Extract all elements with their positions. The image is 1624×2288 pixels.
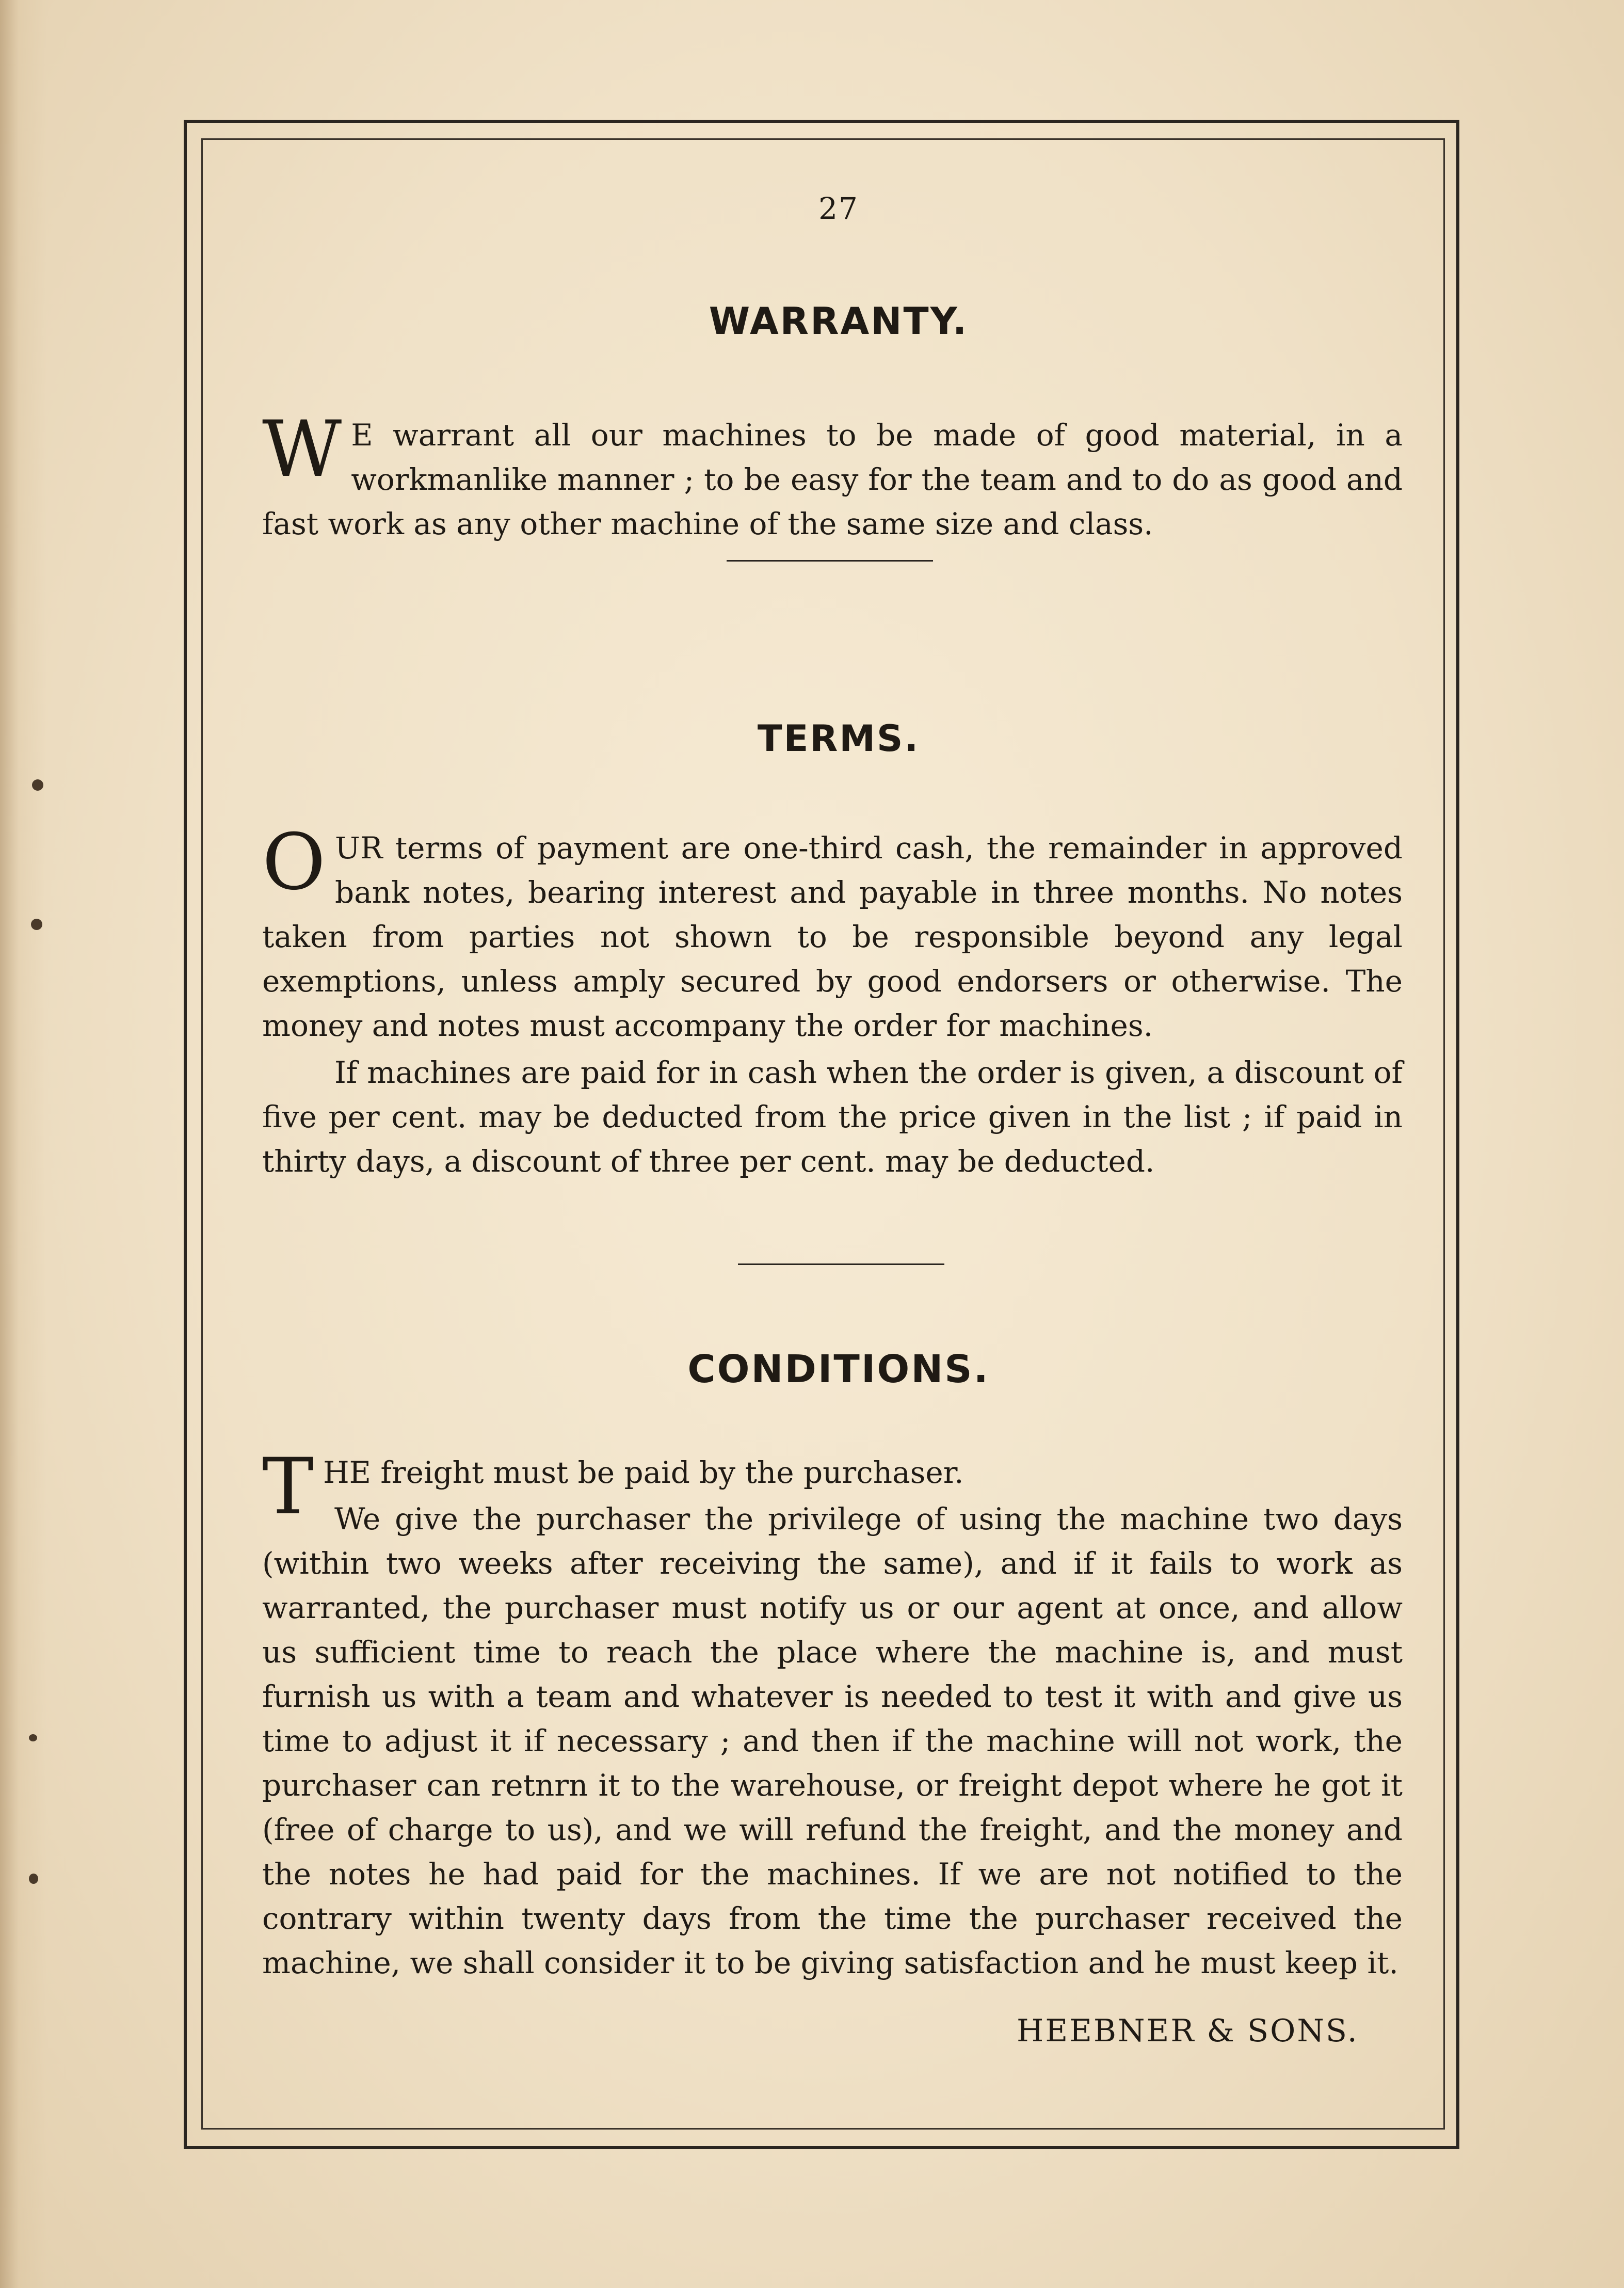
section-divider bbox=[738, 1263, 944, 1265]
terms-text: terms of payment are one-third cash, the remainder in approved bank notes, bearing interest and payable in three months. No notes taken from parties not shown to be responsible beyond any legal exemptions, unless amply secured by good endorsers or otherwise. The money and notes must accompany the order for machines. bbox=[262, 830, 1403, 1043]
conditions-paragraph-2: We give the purchaser the privilege of using the machine two days (within two weeks after receiving the same), and if it fails to work as warranted, the purchaser must notify us or our agent at once, and allow us sufficient time to reach the place where the machine is, and must furnish us with a team and whatever is needed to test it with and give us time to adjust it if necessary ; and then if the machine will not work, the purchaser can retnrn it to the warehouse, or freight depot where he got it (free of charge to us), and we will refund the freight, and the money and the notes he had paid for the machines. If we are not notified to the contrary within twenty days from the time the purchaser received the machine, we shall consider it to be giving satisfaction and he must keep it. bbox=[262, 1501, 1403, 1980]
terms-paragraph bbox=[262, 818, 1403, 1048]
warranty-paragraph bbox=[262, 405, 1403, 546]
warranty-drop-cap: W bbox=[262, 405, 342, 494]
conditions-heading: CONDITIONS. bbox=[687, 1347, 990, 1391]
terms-heading: TERMS. bbox=[757, 717, 920, 760]
binding-stitch bbox=[32, 779, 43, 791]
binding-stitch bbox=[29, 1874, 38, 1884]
binding-edge bbox=[0, 0, 46, 2288]
terms-lead: UR bbox=[334, 830, 383, 866]
binding-stitch bbox=[31, 919, 42, 930]
conditions-text: freight must be paid by the purchaser. bbox=[371, 1455, 964, 1490]
warranty-lead: E bbox=[351, 418, 373, 453]
binding-stitch bbox=[29, 1734, 37, 1741]
signature: HEEBNER & SONS. bbox=[1017, 2013, 1359, 2049]
conditions-drop-cap: T bbox=[262, 1442, 314, 1532]
warranty-text: warrant all our machines to be made of good material, in a workmanlike manner ; to be easy for the team and to do as good and fast work as any other machine of the same size and class. bbox=[262, 418, 1403, 541]
page-number: 27 bbox=[818, 191, 859, 226]
conditions-lead: HE bbox=[323, 1455, 371, 1490]
conditions-paragraph bbox=[262, 1442, 1403, 1532]
section-divider bbox=[727, 560, 933, 562]
warranty-heading: WARRANTY. bbox=[709, 299, 969, 343]
terms-drop-cap: O bbox=[262, 818, 326, 907]
terms-paragraph-2: If machines are paid for in cash when the order is given, a discount of five per cent. may be deducted from the price given in the list ; if paid in thirty days, a discount of three per cent. may be deducted. bbox=[262, 1055, 1403, 1179]
